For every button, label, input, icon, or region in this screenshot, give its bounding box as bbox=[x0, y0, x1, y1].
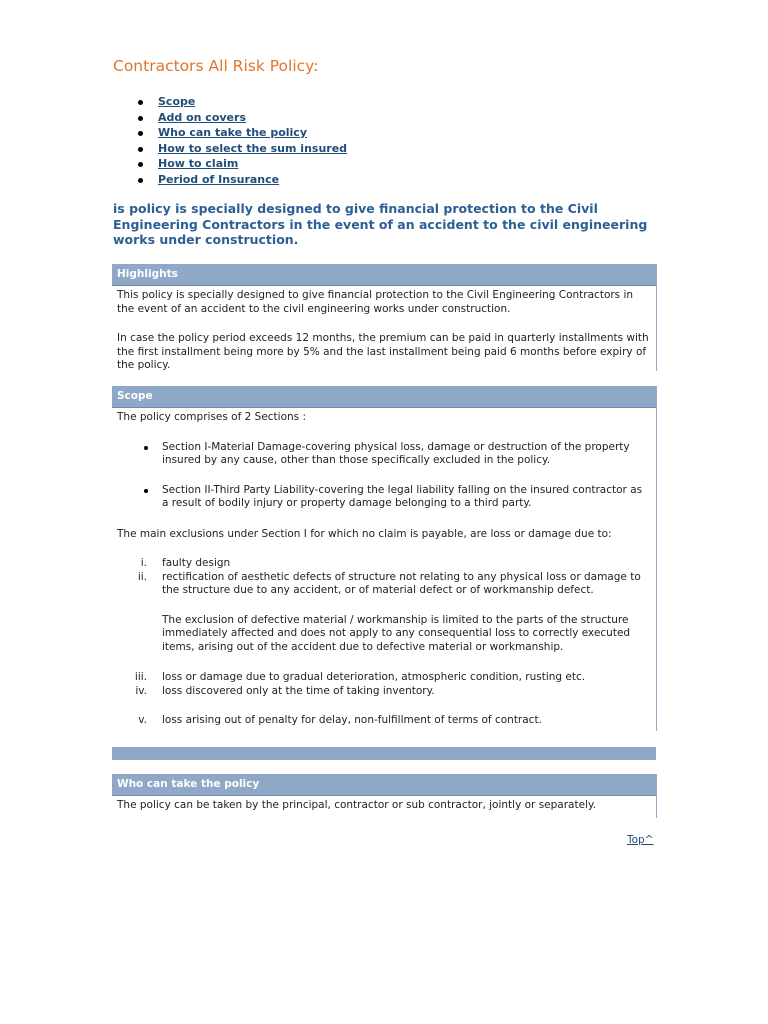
exclusion-item bbox=[117, 557, 650, 571]
scope-body bbox=[112, 408, 656, 728]
toc-item-period bbox=[135, 172, 347, 188]
scope-sections-list bbox=[117, 441, 650, 511]
exclusion-number: iv. bbox=[135, 684, 147, 697]
exclusion-text: loss discovered only at the time of taking inventory. bbox=[162, 684, 435, 697]
who-text: The policy can be taken by the principal, contractor or sub contractor, jointly or separately. bbox=[117, 799, 597, 811]
toc-link-add-on-covers[interactable]: Add on covers bbox=[158, 110, 246, 124]
exclusion-text: rectification of aesthetic defects of structure not relating to any physical loss or damage to the structure due to any accident, or of material defect or of workmanship defect. bbox=[162, 570, 641, 596]
scope-lead: The policy comprises of 2 Sections : bbox=[117, 411, 307, 423]
exclusion-number: ii. bbox=[137, 570, 147, 583]
toc-item-scope bbox=[135, 94, 347, 110]
highlights-body bbox=[112, 286, 656, 373]
toc-link-how-to-claim[interactable]: How to claim bbox=[158, 157, 239, 170]
exclusion-text: loss arising out of penalty for delay, non-fulfillment of terms of contract. bbox=[162, 714, 542, 726]
exclusion-number: i. bbox=[140, 557, 147, 569]
scope-section bbox=[112, 386, 657, 731]
toc-link-who-can-take[interactable]: Who can take the policy bbox=[158, 126, 307, 139]
exclusion-item bbox=[117, 671, 650, 685]
section-divider-bar bbox=[112, 747, 656, 760]
toc-item-how-to-claim bbox=[135, 156, 347, 172]
exclusion-number: v. bbox=[138, 714, 147, 726]
toc-link-sum-insured[interactable]: How to select the sum insured bbox=[158, 141, 348, 155]
highlights-paragraph-2: In case the policy period exceeds 12 months, the premium can be paid in quarterly installments with the first installment being more by 5% and the last installment being paid 6 months before expiry of the policy. bbox=[117, 332, 649, 371]
who-body bbox=[112, 796, 656, 813]
toc-item-sum-insured bbox=[135, 141, 347, 157]
toc-link-period[interactable]: Period of Insurance bbox=[158, 172, 280, 186]
toc-item-who-can-take bbox=[135, 125, 347, 141]
scope-section-item: Section I-Material Damage-covering physical loss, damage or destruction of the property insured by any cause, other than those specifically excluded in the policy. bbox=[117, 441, 650, 468]
page-title: Contractors All Risk Policy: bbox=[113, 57, 319, 75]
table-of-contents bbox=[135, 94, 347, 187]
highlights-paragraph-1: This policy is specially designed to give financial protection to the Civil Engineering Contractors in the event of an accident to the civil engineering works under construction. bbox=[117, 289, 634, 315]
intro-paragraph: is policy is specially designed to give financial protection to the Civil Engineering Contractors in the event of an accident to the civil engineering works under construction. bbox=[113, 201, 648, 247]
highlights-section bbox=[112, 264, 657, 371]
exclusions-list bbox=[117, 557, 650, 728]
toc-item-add-on-covers bbox=[135, 110, 347, 126]
back-to-top-link[interactable]: Top^ bbox=[627, 834, 654, 846]
exclusion-text: loss or damage due to gradual deterioration, atmospheric condition, rusting etc. bbox=[162, 671, 586, 683]
exclusion-item bbox=[117, 714, 650, 728]
who-section bbox=[112, 774, 657, 818]
exclusions-lead: The main exclusions under Section I for which no claim is payable, are loss or damage due to: bbox=[117, 527, 612, 540]
toc-link-scope[interactable]: Scope bbox=[158, 95, 196, 108]
exclusion-item bbox=[117, 571, 650, 655]
highlights-heading: Highlights bbox=[112, 264, 656, 286]
scope-section-item: Section II-Third Party Liability-covering the legal liability falling on the insured contractor as a result of bodily injury or property damage belonging to a third party. bbox=[117, 484, 650, 511]
who-heading: Who can take the policy bbox=[112, 774, 656, 796]
exclusion-number: iii. bbox=[134, 671, 147, 683]
exclusion-note: The exclusion of defective material / workmanship is limited to the parts of the structure immediately affected and does not apply to any consequential loss to correctly executed items, arising out of the accident due to defective material or workmanship. bbox=[162, 613, 631, 653]
scope-heading: Scope bbox=[112, 386, 656, 408]
exclusion-text: faulty design bbox=[162, 557, 231, 569]
exclusion-item bbox=[117, 685, 650, 699]
